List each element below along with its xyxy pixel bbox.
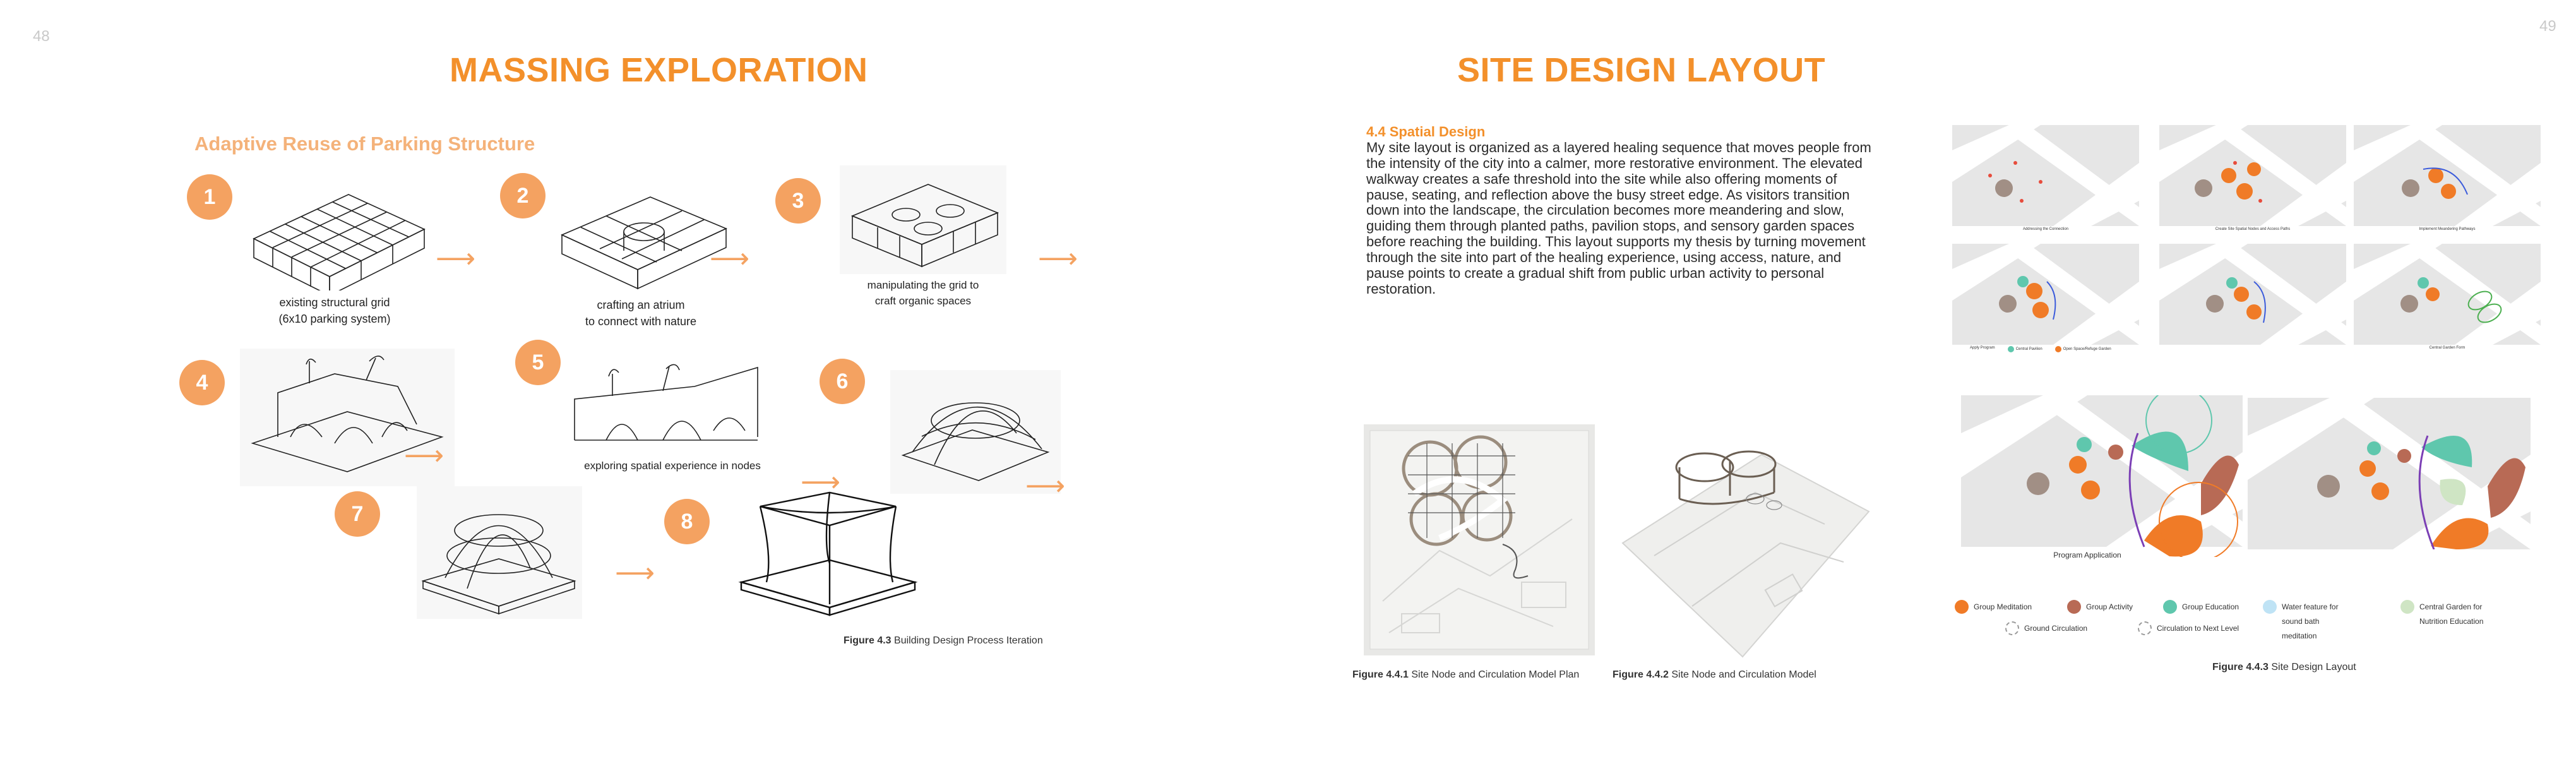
arrow-2-3: ⟶ [710,243,750,274]
step-5-nodes-sketch [568,361,764,450]
legend-ground-circulation: Ground Circulation [2005,621,2087,635]
figure-4-4-2-caption: Figure 4.4.2 Site Node and Circulation Model [1613,669,1816,680]
page-number-left: 48 [33,28,50,45]
spatial-design-heading: 4.4 Spatial Design [1366,124,1486,140]
step-5-caption: exploring spatial experience in nodes [584,460,761,472]
arrow-5-8: ⟶ [801,467,841,498]
step-8-badge: 8 [664,499,710,544]
legend-group-activity: Group Activity [2067,600,2133,614]
site-legend [1955,600,2536,644]
diagram-meandering-pathways [2354,125,2541,226]
step-5-badge: 5 [515,340,561,385]
step-2-atrium-sketch [549,172,732,292]
model-plan-photo [1364,424,1595,655]
step-3-caption: manipulating the grid to craft organic spaces [867,279,979,307]
legend-swatch [2163,600,2177,614]
step-2-badge: 2 [500,173,546,218]
refuge-garden-key: Open Space/Refuge Garden [2055,346,2111,352]
figure-4-4-1-caption: Figure 4.4.1 Site Node and Circulation Model Plan [1352,669,1580,680]
step-7-dome-sketch [417,486,582,619]
legend-ring [2138,621,2152,635]
legend-swatch [2067,600,2081,614]
arrow-4-5: ⟶ [404,440,444,471]
figure-4-4-3-caption: Figure 4.4.3 Site Design Layout [2212,662,2356,672]
legend-swatch [2263,600,2277,614]
arrow-1-2: ⟶ [436,243,476,274]
site-design-layout-title: SITE DESIGN LAYOUT [1457,51,1826,89]
model-perspective-photo [1616,417,1875,663]
diagram-spatial-nodes-label: Create Site Spatial Nodes and Access Paths [2215,227,2291,231]
step-6-badge: 6 [820,359,865,404]
step-4-badge: 4 [179,360,225,405]
page-number-right: 49 [2539,18,2556,35]
figure-4-3-caption: Figure 4.3 Building Design Process Iteration [844,635,1043,646]
central-pavilion-key: Central Pavilion [2008,346,2042,352]
program-application-diagram [1961,395,2243,557]
massing-exploration-title: MASSING EXPLORATION [450,51,868,89]
spatial-design-paragraph: My site layout is organized as a layered healing sequence that moves people from the intensity of the city into a calmer, more restorative environment. The elevated walkway creates a safe threshold into the site while also offering moments of pause, seating, and reflection above the busy street edge. As visitors transition down into the landscape, the circulation becomes more meandering and slow, guiding them through planted paths, pavilion stops, and sensory garden spaces before reaching the building. This layout supports my thesis by turning movement through the site into part of the healing experience, using access, nature, and pause points to create a gradual shift from public urban activity to personal restoration. [1366,140,1871,297]
step-8-pavilion-sketch [735,481,922,621]
legend-group-meditation: Group Meditation [1955,600,2032,614]
arrow-3-next: ⟶ [1038,243,1078,274]
apply-program-label: Apply Program [1970,346,1995,350]
step-1-caption: existing structural grid (6x10 parking system) [278,296,391,326]
legend-ring [2005,621,2019,635]
diagram-central-garden-form [2354,244,2541,345]
diagram-5 [2159,244,2346,345]
arrow-6-next: ⟶ [1025,470,1066,501]
program-application-label: Program Application [2053,551,2121,559]
legend-water-feature: Water feature for sound bath meditation [2263,600,2351,643]
legend-circulation-next-level: Circulation to Next Level [2138,621,2239,635]
step-1-badge: 1 [187,174,232,220]
step-7-badge: 7 [335,491,380,537]
diagram-meandering-pathways-label: Implement Meandering Pathways [2419,227,2476,231]
site-design-layout-diagram [2248,398,2531,549]
adaptive-reuse-subtitle: Adaptive Reuse of Parking Structure [194,133,535,155]
diagram-apply-program [1952,244,2139,345]
legend-central-garden: Central Garden for Nutrition Education [2400,600,2501,629]
step-3-organic-grid-sketch [840,165,1006,274]
diagram-addressing-connection [1952,125,2139,226]
step-3-badge: 3 [775,178,821,224]
diagram-apply-program-labels [1970,346,2111,352]
legend-swatch [1955,600,1969,614]
diagram-spatial-nodes [2159,125,2346,226]
diagram-addressing-connection-label: Addressing the Connection [2022,227,2069,231]
legend-swatch [2400,600,2414,614]
arrow-7-8: ⟶ [615,558,655,589]
legend-group-education: Group Education [2163,600,2239,614]
central-garden-form-label: Central Garden Form [2429,346,2466,350]
step-2-caption: crafting an atrium to connect with nature [585,299,697,328]
step-1-grid-sketch [235,169,434,290]
